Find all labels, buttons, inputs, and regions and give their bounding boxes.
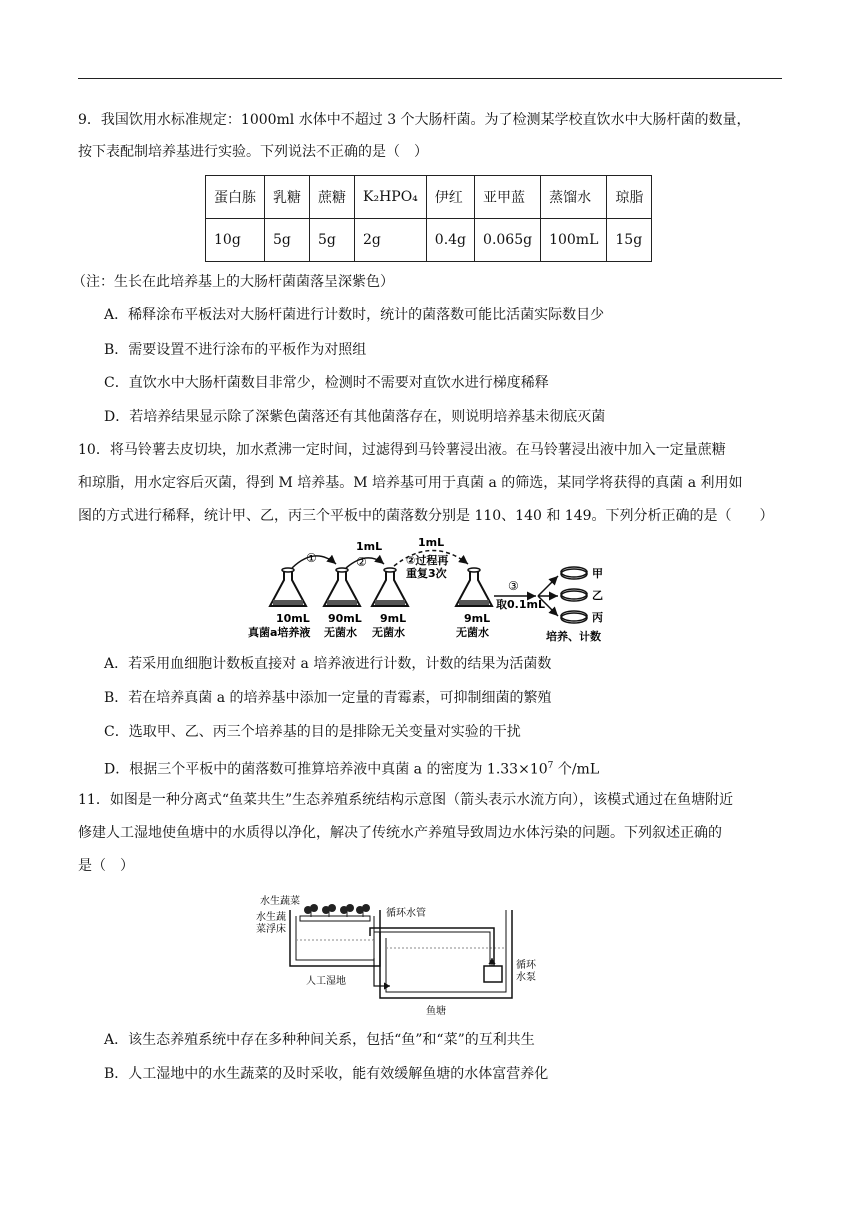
transfer-label: 1mL <box>356 540 383 553</box>
vegetable-label: 水生蔬菜 <box>260 896 300 907</box>
flask-name-label: 真菌a培养液 <box>248 626 311 639</box>
table-cell: 15g <box>607 219 652 262</box>
q11-stem-line2: 修建人工湿地使鱼塘中的水质得以净化，解决了传统水产养殖导致周边水体污染的问题。下列叙述正确的 <box>78 825 722 841</box>
media-composition-table <box>205 175 652 262</box>
flask-volume-label: 10mL <box>276 612 310 625</box>
q10-option-a[interactable]: A．若采用血细胞计数板直接对 a 培养液进行计数，计数的结果为活菌数 <box>104 656 552 672</box>
step-label: ③ <box>508 579 519 593</box>
flask-name-label: 无菌水 <box>372 626 405 639</box>
wetland-label: 人工湿地 <box>306 976 346 987</box>
q10-stem-line3: 图的方式进行稀释，统计甲、乙，丙三个平板中的菌落数分别是 110、140 和 149。下列分析正确的是（ ） <box>78 508 774 524</box>
floating-bed-label: 水生蔬 <box>256 912 286 923</box>
pump-icon <box>484 966 502 982</box>
q9-option-a[interactable]: A．稀释涂布平板法对大肠杆菌进行计数时，统计的菌落数可能比活菌实际数目少 <box>104 307 605 323</box>
q11-option-a[interactable]: A．该生态养殖系统中存在多种种间关系，包括“鱼”和“菜”的互利共生 <box>104 1032 535 1048</box>
q11-stem-line3: 是（ ） <box>78 858 134 874</box>
plate-label: 乙 <box>592 589 603 602</box>
flask-9ml-final-icon <box>456 568 492 606</box>
table-header-cell: 蔗糖 <box>310 176 355 219</box>
table-cell: 10g <box>206 219 265 262</box>
q9-option-c[interactable]: C．直饮水中大肠杆菌数目非常少，检测时不需要对直饮水进行梯度稀释 <box>104 375 549 391</box>
petri-dish-icon <box>561 611 587 623</box>
q10-option-b[interactable]: B．若在培养真菌 a 的培养基中添加一定量的青霉素，可抑制细菌的繁殖 <box>104 690 552 706</box>
q9-stem-line2: 按下表配制培养基进行实验。下列说法不正确的是（ ） <box>78 144 428 160</box>
aquaponics-diagram <box>250 888 540 1020</box>
pond-label: 鱼塘 <box>426 1006 446 1017</box>
culture-label: 培养、计数 <box>546 630 601 643</box>
pipe-label: 循环水管 <box>386 908 426 919</box>
petri-dish-icon <box>561 589 587 601</box>
table-header-cell: 琼脂 <box>607 176 652 219</box>
step-label: ② <box>356 555 367 569</box>
table-header-cell: 蒸馏水 <box>541 176 607 219</box>
table-header-cell: 乳糖 <box>265 176 310 219</box>
q10-option-d-exponent: 7 <box>547 761 554 771</box>
flask-name-label: 无菌水 <box>456 626 489 639</box>
table-cell: 5g <box>310 219 355 262</box>
pump-label: 水泵 <box>516 972 536 983</box>
table-header-cell: 亚甲蓝 <box>475 176 541 219</box>
table-header-cell: 伊红 <box>426 176 474 219</box>
transfer-label: 1mL <box>418 536 445 549</box>
repeat-label: ②过程再 <box>406 554 449 567</box>
table-header-cell: 蛋白胨 <box>206 176 265 219</box>
flask-90ml-icon <box>324 568 360 606</box>
petri-dish-icon <box>561 567 587 579</box>
table-header-cell: K₂HPO₄ <box>355 176 427 219</box>
flask-volume-label: 9mL <box>464 612 491 625</box>
step-label: ① <box>306 551 317 565</box>
q9-stem-line1: 9．我国饮用水标准规定：1000ml 水体中不超过 3 个大肠杆菌。为了检测某学校直饮水中大肠杆菌的数量， <box>78 112 751 128</box>
q10-option-d-unit: 个/mL <box>553 761 600 778</box>
q10-option-c[interactable]: C．选取甲、乙、丙三个培养基的目的是排除无关变量对实验的干扰 <box>104 724 521 740</box>
repeat-label: 重复3次 <box>406 567 447 580</box>
q11-stem-line1: 11．如图是一种分离式“鱼菜共生”生态养殖系统结构示意图（箭头表示水流方向），该模式通过在鱼塘附近 <box>78 792 734 808</box>
table-cell: 5g <box>265 219 310 262</box>
take-label: 取0.1mL <box>496 598 545 611</box>
table-header-row <box>206 176 652 219</box>
flask-culture-icon <box>270 568 306 606</box>
floating-bed-label: 菜浮床 <box>256 924 286 935</box>
table-cell: 2g <box>355 219 427 262</box>
flask-name-label: 无菌水 <box>324 626 357 639</box>
q10-option-d[interactable] <box>104 756 599 780</box>
flask-volume-label: 9mL <box>380 612 407 625</box>
vegetable-icon <box>304 904 370 917</box>
flask-volume-label: 90mL <box>328 612 362 625</box>
plate-label: 丙 <box>592 611 603 624</box>
plate-label: 甲 <box>592 567 603 580</box>
header-rule <box>78 78 782 79</box>
table-cell: 100mL <box>541 219 607 262</box>
q10-stem-line2: 和琼脂，用水定容后灭菌，得到 M 培养基。M 培养基可用于真菌 a 的筛选，某同学将获得的真菌 a 利用如 <box>78 475 743 491</box>
q11-option-b[interactable]: B．人工湿地中的水生蔬菜的及时采收，能有效缓解鱼塘的水体富营养化 <box>104 1066 549 1082</box>
table-cell: 0.065g <box>475 219 541 262</box>
q9-option-d[interactable]: D．若培养结果显示除了深紫色菌落还有其他菌落存在，则说明培养基未彻底灭菌 <box>104 409 606 425</box>
q9-option-b[interactable]: B．需要设置不进行涂布的平板作为对照组 <box>104 342 367 358</box>
q9-note: （注：生长在此培养基上的大肠杆菌菌落呈深紫色） <box>72 274 394 290</box>
pump-label: 循环 <box>516 960 536 971</box>
dilution-diagram <box>240 536 620 648</box>
table-cell: 0.4g <box>426 219 474 262</box>
q10-stem-line1: 10．将马铃薯去皮切块，加水煮沸一定时间，过滤得到马铃薯浸出液。在马铃薯浸出液中加入一定量蔗糖 <box>78 442 726 458</box>
table-value-row <box>206 219 652 262</box>
q10-option-d-text: D．根据三个平板中的菌落数可推算培养液中真菌 a 的密度为 1.33×10 <box>104 761 548 778</box>
flask-9ml-icon <box>372 568 408 606</box>
